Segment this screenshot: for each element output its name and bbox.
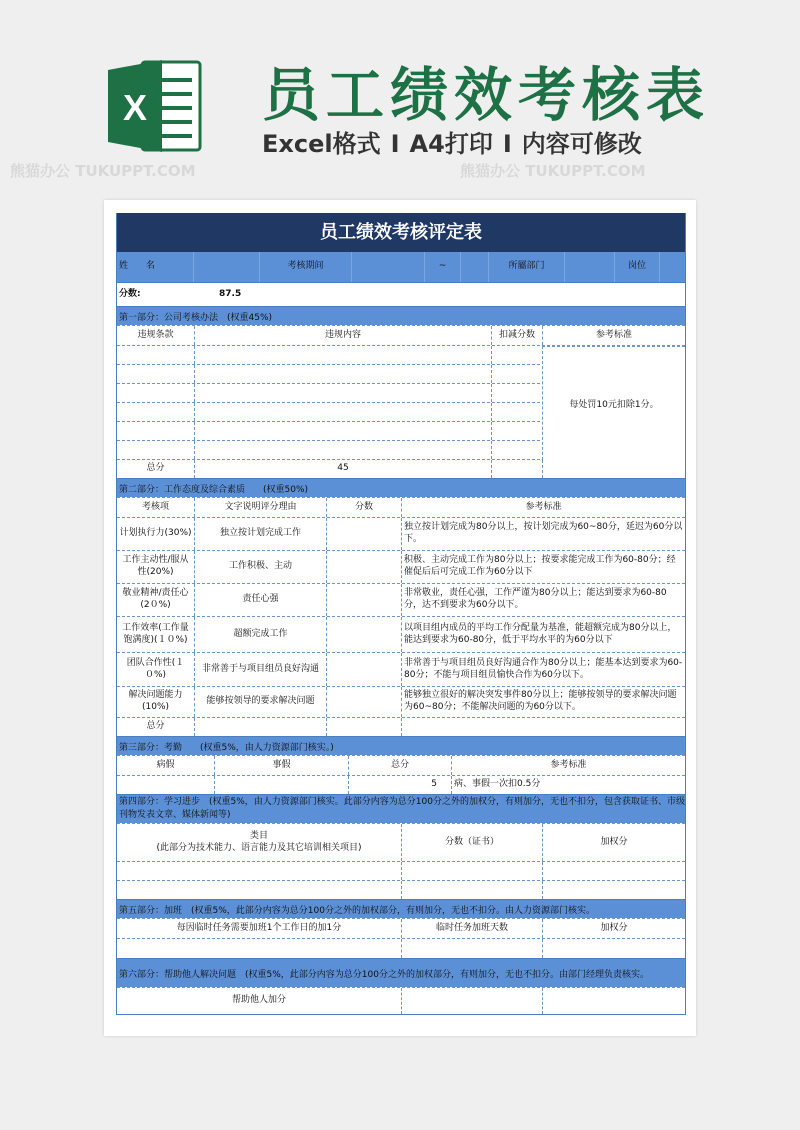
part2-standard: 非常敬业，责任心强，工作严谨为80分以上；能达到要求为60-80分，达不到要求为60分以下。 <box>401 584 685 616</box>
table-row <box>117 652 685 686</box>
watermark: 熊猫办公 TUKUPPT.COM <box>10 162 196 180</box>
part2-col-score: 分数 <box>326 498 401 517</box>
position-label: 岗位 <box>614 252 659 282</box>
period-start[interactable] <box>351 252 424 282</box>
part2-col-standard: 参考标准 <box>401 498 685 517</box>
part2-item: 解决问题能力(10%) <box>128 690 183 712</box>
table-cell[interactable] <box>117 441 194 459</box>
part1-col-clause: 违规条款 <box>137 329 174 340</box>
part1-table <box>117 325 685 478</box>
table-cell[interactable] <box>542 939 685 958</box>
part4-col-category-note: (此部分为技术能力、语言能力及其它培训相关项目) <box>156 842 362 853</box>
part5-col-weight: 加权分 <box>542 919 685 938</box>
part2-reason[interactable]: 工作积极、主动 <box>194 551 326 583</box>
table-cell[interactable] <box>542 862 685 880</box>
part3-personal-value[interactable] <box>214 776 348 794</box>
table-cell[interactable] <box>194 346 491 364</box>
part2-standard: 积极、主动完成工作为80分以上；按要求能完成工作为60-80分；经催促后后可完成工作为60分以下 <box>401 551 685 583</box>
part2-score[interactable] <box>326 653 401 686</box>
part2-total-row <box>117 717 685 736</box>
part3-total-value: 5 <box>348 776 451 794</box>
subtitle-format: Excel格式 <box>262 130 381 158</box>
table-cell[interactable] <box>326 718 401 736</box>
part3-col-personal: 事假 <box>214 756 348 775</box>
part2-item: 工作主动性/服从性(20%) <box>122 555 189 577</box>
score-value: 87.5 <box>219 288 242 299</box>
table-cell <box>401 718 685 736</box>
part2-standard: 以项目组内成员的平均工作分配量为基准，能超额完成为80分以上，能达到要求为60-80分，低于平均水平的为60分以下 <box>401 617 685 652</box>
table-row <box>117 775 685 794</box>
part2-score[interactable] <box>326 687 401 717</box>
part3-title: 第三部分：考勤 (权重5%，由人力资源部门核实。) <box>117 736 685 755</box>
part1-total-value: 45 <box>194 460 491 478</box>
table-cell[interactable] <box>117 422 194 440</box>
table-cell[interactable] <box>194 718 326 736</box>
employee-info-row <box>117 252 685 282</box>
table-cell[interactable] <box>117 939 401 958</box>
table-cell[interactable] <box>194 422 491 440</box>
table-cell <box>542 460 685 478</box>
banner-title: 员工绩效考核表 <box>262 61 711 129</box>
part4-col-score: 分数（证书） <box>401 824 542 861</box>
part1-col-content: 违规内容 <box>194 326 491 345</box>
part2-standard: 独立按计划完成为80分以上，按计划完成为60~80分，延迟为60分以下。 <box>401 518 685 550</box>
table-cell[interactable] <box>491 384 542 402</box>
part2-score[interactable] <box>326 617 401 652</box>
table-row <box>117 550 685 583</box>
part6-col-label: 帮助他人加分 <box>231 995 286 1006</box>
table-row <box>117 616 685 652</box>
subtitle-separator: I <box>502 130 512 158</box>
table-cell[interactable] <box>117 862 401 880</box>
part2-col-item: 考核项 <box>141 501 169 512</box>
part3-header-row <box>117 755 685 775</box>
part2-header-row <box>117 497 685 517</box>
name-label: 姓 名 <box>119 261 156 272</box>
part5-col-days: 临时任务加班天数 <box>401 919 542 938</box>
table-cell[interactable] <box>491 403 542 421</box>
score-label: 分数: <box>119 288 141 299</box>
period-label: 考核期间 <box>259 252 351 282</box>
table-cell[interactable] <box>194 441 491 459</box>
table-cell[interactable] <box>542 988 685 1014</box>
part2-standard: 能够独立很好的解决突发事件80分以上；能够按领导的要求解决问题为60~80分；不能解决问题的为60分以下。 <box>401 687 685 717</box>
dept-label: 所屬部门 <box>488 252 564 282</box>
part1-standard: 每处罚10元扣除1分。 <box>542 346 685 460</box>
part1-header-row <box>117 325 685 345</box>
score-row <box>117 282 685 306</box>
part2-score[interactable] <box>326 584 401 616</box>
part2-reason[interactable]: 能够按领导的要求解决问题 <box>194 687 326 717</box>
part1-total-label: 总分 <box>146 463 165 474</box>
part2-item: 团队合作性(１０%) <box>126 657 185 680</box>
part1-title: 第一部分：公司考核办法 (权重45%) <box>117 306 685 325</box>
part3-col-standard: 参考标准 <box>451 756 685 775</box>
part2-total-label: 总分 <box>146 721 165 732</box>
part3-standard: 病、事假一次扣0.5分 <box>451 776 685 794</box>
part2-item: 工作效率(工作量饱满度)(１０%) <box>122 622 189 645</box>
part5-col-rule: 每因临时任务需要加班1个工作日的加1分 <box>176 922 342 933</box>
part4-title: 第四部分：学习进步 (权重5%，由人力资源部门核实。此部分内容为总分100分之外的加权分，有则加分，无也不扣分，包含获取证书、市级刊物发表文章、媒体新闻等) <box>117 794 685 823</box>
period-end[interactable] <box>460 252 488 282</box>
part6-row <box>117 987 685 1014</box>
subtitle-separator: I <box>390 130 400 158</box>
part2-col-reason: 文字说明评分理由 <box>194 498 326 517</box>
banner <box>0 0 800 190</box>
part4-header-row <box>117 823 685 861</box>
name-value[interactable] <box>193 252 259 282</box>
part2-standard: 非常善于与项目组员良好沟通合作为80分以上；能基本达到要求为60-80分；不能与项目组员愉快合作为60分以下。 <box>401 653 685 686</box>
table-cell[interactable] <box>401 988 542 1014</box>
part2-item: 敬业精神/责任心(2０%) <box>122 588 189 610</box>
part3-col-sick: 病假 <box>156 759 175 770</box>
part4-col-weight: 加权分 <box>542 824 685 861</box>
part5-header-row <box>117 918 685 938</box>
part1-total-row <box>117 459 685 478</box>
subtitle-print: A4打印 <box>409 130 493 158</box>
part4-col-category <box>117 824 401 861</box>
table-row <box>117 517 685 550</box>
table-cell[interactable] <box>491 441 542 459</box>
watermark: 熊猫办公 TUKUPPT.COM <box>460 162 646 180</box>
table-cell[interactable] <box>194 403 491 421</box>
table-row <box>117 880 685 899</box>
table-row <box>117 686 685 717</box>
table-cell[interactable] <box>194 384 491 402</box>
part2-title: 第二部分：工作态度及综合素质 (权重50%) <box>117 478 685 497</box>
table-cell[interactable] <box>491 346 542 364</box>
part2-score[interactable] <box>326 518 401 550</box>
part5-title: 第五部分：加班 (权重5%，此部分内容为总分100分之外的加权部分，有则加分，无也不扣分。由人力资源部门核实。 <box>117 899 685 918</box>
subtitle-editable: 内容可修改 <box>521 130 642 158</box>
part2-item: 计划执行力(30%) <box>119 528 192 539</box>
table-row <box>117 938 685 958</box>
part1-col-standard: 参考标准 <box>542 326 685 345</box>
evaluation-form <box>116 213 686 1015</box>
part1-col-deduct: 扣减分数 <box>491 326 542 345</box>
part2-reason[interactable]: 责任心强 <box>194 584 326 616</box>
position-value[interactable] <box>659 252 685 282</box>
part4-col-category-title: 类目 <box>249 830 268 841</box>
paper-sheet <box>104 200 696 1036</box>
part2-score[interactable] <box>326 551 401 583</box>
form-title: 员工绩效考核评定表 <box>117 213 685 252</box>
table-cell[interactable] <box>542 881 685 899</box>
table-cell[interactable] <box>117 384 194 402</box>
table-cell[interactable] <box>401 939 542 958</box>
part2-reason[interactable]: 独立按计划完成工作 <box>194 518 326 550</box>
table-cell[interactable] <box>491 365 542 383</box>
table-cell[interactable] <box>117 881 401 899</box>
excel-logo-icon <box>104 56 204 156</box>
part3-col-total: 总分 <box>348 756 451 775</box>
logo-letter: X <box>122 87 148 128</box>
table-cell[interactable] <box>491 460 542 478</box>
table-cell[interactable] <box>401 862 542 880</box>
table-cell[interactable] <box>401 881 542 899</box>
part3-sick-value[interactable] <box>117 776 214 794</box>
banner-subtitle <box>262 124 642 159</box>
part6-title: 第六部分：帮助他人解决问题 (权重5%，此部分内容为总分100分之外的加权部分，有则加分，无也不扣分。由部门经理负责核实。 <box>117 958 685 987</box>
table-cell[interactable] <box>491 422 542 440</box>
period-tilde: ~ <box>424 252 460 282</box>
part2-reason[interactable]: 非常善于与项目组员良好沟通 <box>194 653 326 686</box>
table-cell[interactable] <box>117 346 194 364</box>
table-cell[interactable] <box>194 365 491 383</box>
part2-reason[interactable]: 超额完成工作 <box>194 617 326 652</box>
dept-value[interactable] <box>564 252 614 282</box>
table-row <box>117 583 685 616</box>
table-cell[interactable] <box>117 403 194 421</box>
table-cell[interactable] <box>117 365 194 383</box>
table-row <box>117 861 685 880</box>
